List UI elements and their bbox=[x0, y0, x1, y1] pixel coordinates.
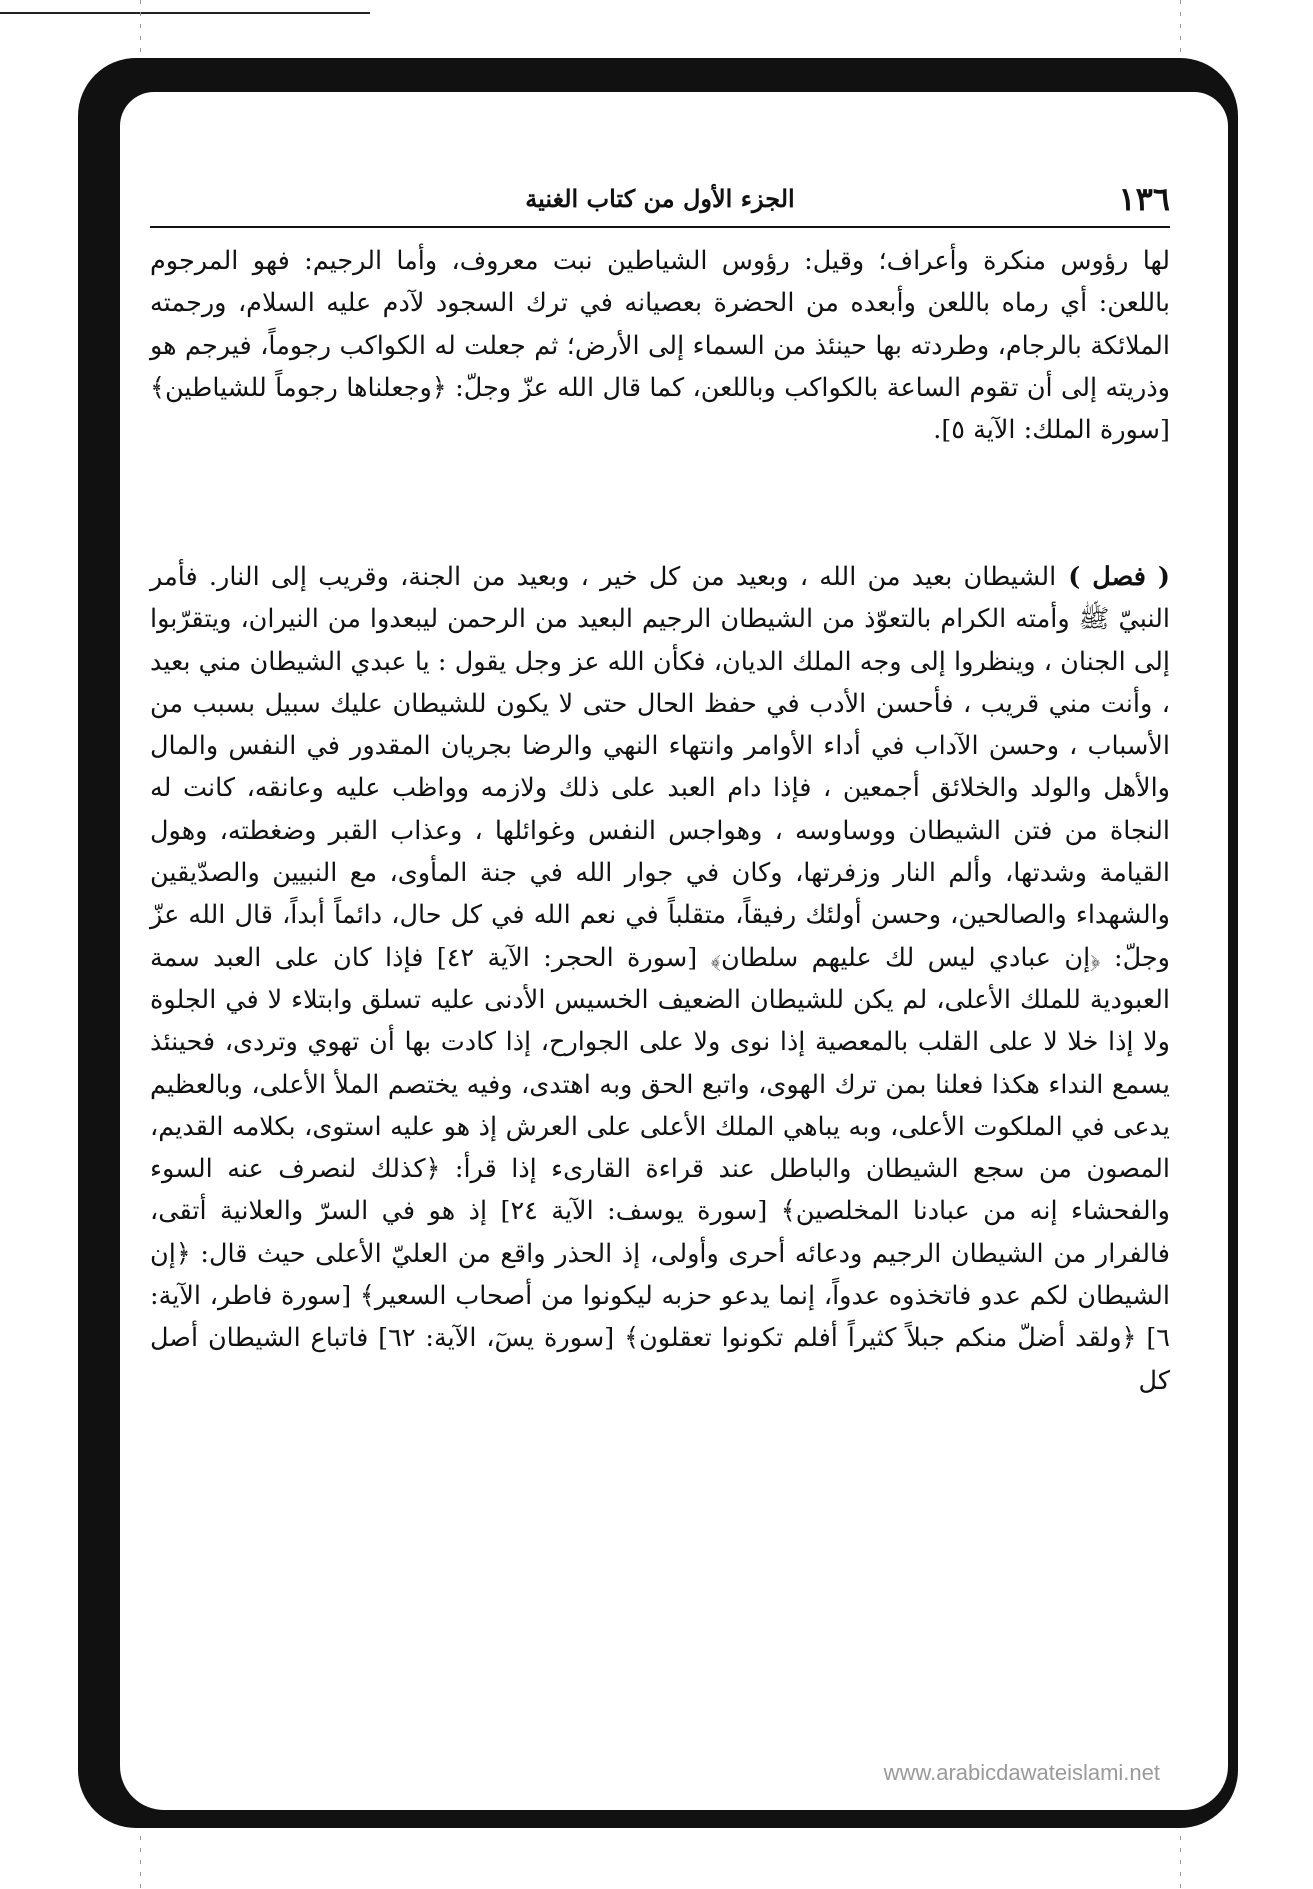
page-header bbox=[150, 178, 1170, 228]
paragraph-2-text: الشيطان بعيد من الله ، وبعيد من كل خير ، وبعيد من الجنة، وقريب إلى النار. فأمر النبيّ ﷺ وأمته الكرام بالتعوّذ من الشيطان الرجيم البعيد من الرحمن ليبعدوا من النيران، ويتقرّبوا إلى الجنان ، وينظروا إلى وجه الملك الديان، فكأن الله عز وجل يقول : يا عبدي الشيطان مني بعيد ، وأنت مني قريب ، فأحسن الأدب في حفظ الحال حتى لا يكون للشيطان عليك سبيل بسبب من الأسباب ، وحسن الآداب في أداء الأوامر وانتهاء النهي والرضا بجريان المقدور في النفس والمال والأهل والولد والخلائق أجمعين ، فإذا دام العبد على ذلك ولازمه وواظب عليه وعانقه، كانت له النجاة من فتن الشيطان ووساوسه ، وهواجس النفس وغوائلها ، وعذاب القبر وضغطته، وهول القيامة وشدتها، وألم النار وزفرتها، وكان في جوار الله في جنة المأوى، مع النبيين والصدّيقين والشهداء والصالحين، وحسن أولئك رفيقاً، متقلباً في نعم الله في كل حال، دائماً أبداً، قال الله عزّ وجلّ: ﴿إن عبادي ليس لك عليهم سلطان﴾ [سورة الحجر: الآية ٤٢] فإذا كان على العبد سمة العبودية للملك الأعلى، لم يكن للشيطان الضعيف الخسيس الأدنى عليه تسلق وابتلاء لا في الجلوة ولا إذا خلا لا على القلب بالمعصية إذا نوى ولا على الجوارح، إذا كادت بها أن تهوي وتردى، فحينئذ يسمع النداء هكذا فعلنا بمن ترك الهوى، واتبع الحق وبه اهتدى، وفيه يختصم الملأ الأعلى، وبالعظيم يدعى في الملكوت الأعلى، وبه يباهي الملك الأعلى على العرش إذ هو عليه استوى، بكلامه القديم، المصون من سجع الشيطان والباطل عند قراءة القارىء إذا قرأ: ﴿كذلك لنصرف عنه السوء والفحشاء إنه من عبادنا المخلصين﴾ [سورة يوسف: الآية ٢٤] إذ هو في السرّ والعلانية أتقى، فالفرار من الشيطان الرجيم ودعائه أحرى وأولى، إذ الحذر واقع من العليّ الأعلى حيث قال: ﴿إن الشيطان لكم عدو فاتخذوه عدواً، إنما يدعو حزبه ليكونوا من أصحاب السعير﴾ [سورة فاطر، الآية: ٦] ﴿ولقد أضلّ منكم جبلاً كثيراً أفلم تكونوا تعقلون﴾ [سورة يسٓ، الآية: ٦٢] فاتباع الشيطان أصل كل bbox=[150, 562, 1170, 1396]
paragraph-1 bbox=[150, 240, 1170, 451]
paragraph-1-text: لها رؤوس منكرة وأعراف؛ وقيل: رؤوس الشياطين نبت معروف، وأما الرجيم: فهو المرجوم باللعن: أي رماه باللعن وأبعده من الحضرة بعصيانه في ترك السجود لآدم عليه السلام، ورجمته الملائكة بالرجام، وطردته بها حينئذ من السماء إلى الأرض؛ ثم جعلت له الكواكب رجوماً، فيرجم هو وذريته إلى أن تقوم الساعة بالكواكب وباللعن، كما قال الله عزّ وجلّ: ﴿وجعلناها رجوماً للشياطين﴾ [سورة الملك: الآية ٥]. bbox=[150, 246, 1170, 446]
fasl-heading: ( فصل ) bbox=[1056, 562, 1170, 592]
paragraph-2 bbox=[150, 556, 1170, 1402]
page-number: ١٣٦ bbox=[1118, 180, 1170, 218]
running-title: الجزء الأول من كتاب الغنية bbox=[525, 184, 795, 213]
watermark-url: www.arabicdawateislami.net bbox=[883, 1760, 1160, 1785]
top-rule bbox=[0, 12, 370, 14]
